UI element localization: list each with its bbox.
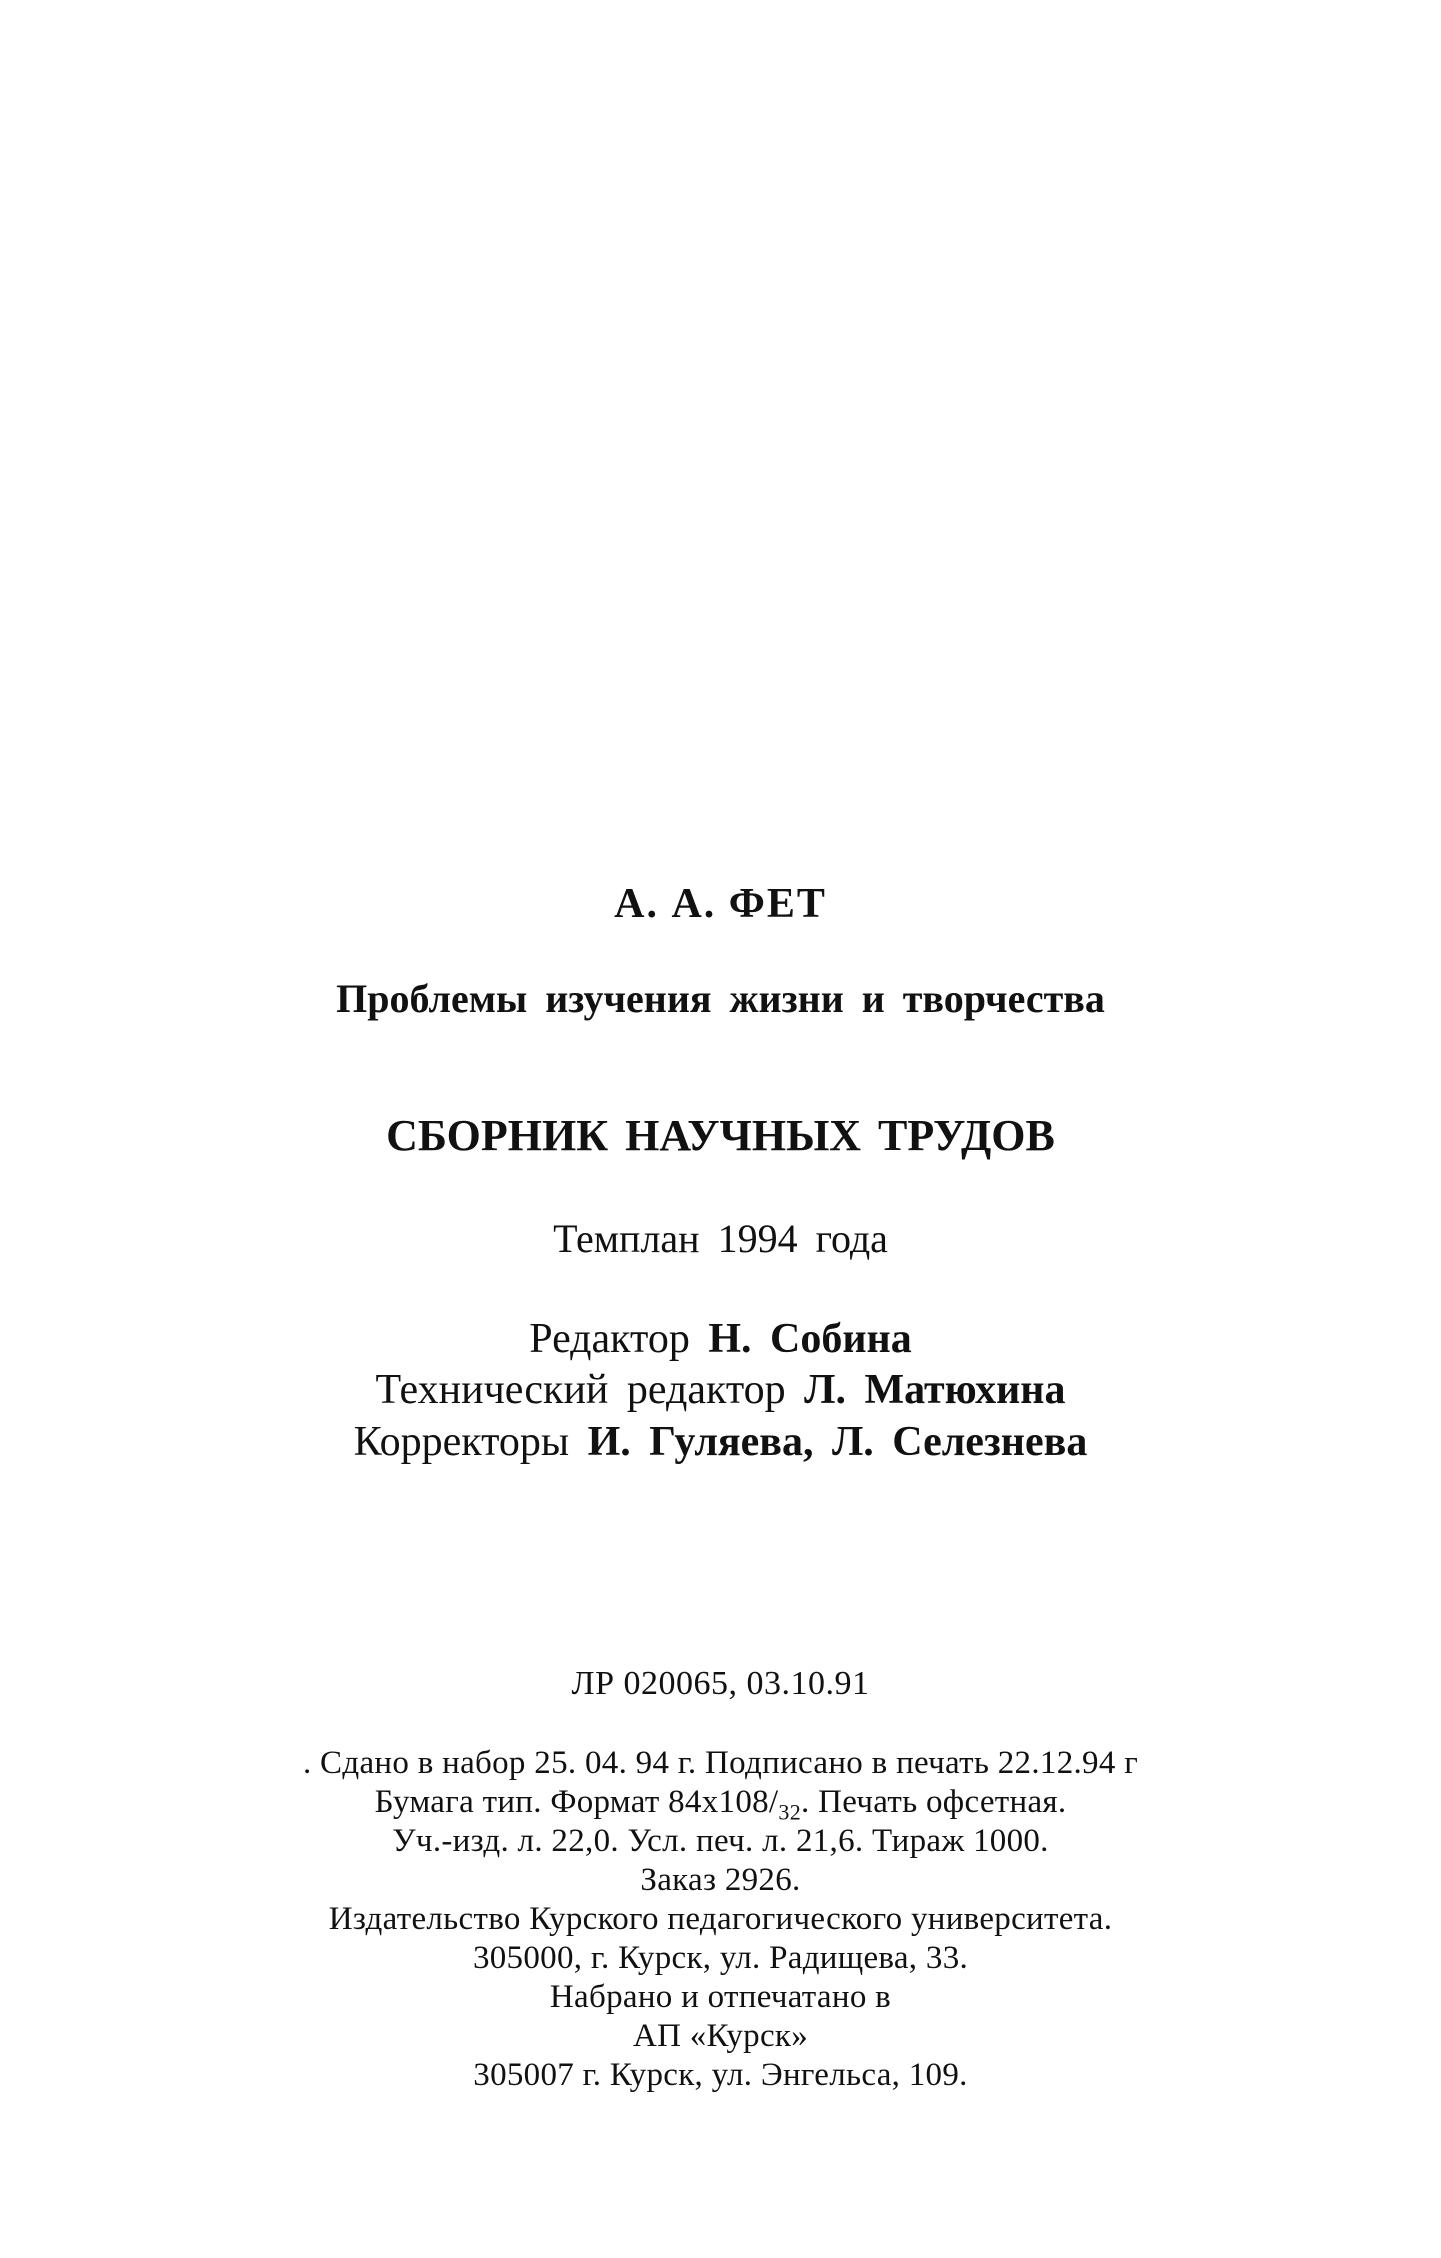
imprint-printed-at: Набрано и отпечатано в: [549, 1979, 892, 2015]
imprint-publisher: Издательство Курского педагогического университета.: [328, 1901, 1113, 1937]
staff-name: Л. Матюхина: [804, 1367, 1066, 1413]
license-number: ЛР 020065, 03.10.91: [571, 1665, 870, 1702]
collection-title: СБОРНИК НАУЧНЫХ ТРУДОВ: [386, 1111, 1055, 1160]
staff-name: И. Гуляева, Л. Селезнева: [587, 1419, 1088, 1465]
imprint-publisher-address: 305000, г. Курск, ул. Радищева, 33.: [472, 1940, 969, 1976]
imprint-sheets-run: Уч.-изд. л. 22,0. Усл. печ. л. 21,6. Тираж 1000.: [392, 1823, 1049, 1859]
templan-line: Темплан 1994 года: [553, 1216, 888, 1261]
author-name: А. А. ФЕТ: [614, 881, 827, 927]
imprint-dates: . Сдано в набор 25. 04. 94 г. Подписано в печать 22.12.94 г: [302, 1745, 1139, 1781]
imprint-format-subscript: 32: [778, 1799, 802, 1825]
imprint-format-text: Бумага тип. Формат 84x108/: [374, 1784, 779, 1820]
staff-proofreaders: [0, 1418, 1441, 1466]
staff-editor: [0, 1315, 1441, 1363]
staff-tech-editor: [0, 1366, 1441, 1414]
staff-name: Н. Собина: [708, 1316, 912, 1362]
staff-role: Технический редактор: [375, 1367, 786, 1413]
imprint-printer-address: 305007 г. Курск, ул. Энгельса, 109.: [473, 2057, 968, 2093]
staff-role: Редактор: [529, 1316, 690, 1362]
imprint-order: Заказ 2926.: [640, 1862, 801, 1898]
imprint-printer-name: АП «Курск»: [632, 2018, 809, 2054]
book-subtitle: Проблемы изучения жизни и творчества: [336, 976, 1105, 1021]
imprint-paper-format: [0, 1784, 1441, 1826]
staff-role: Корректоры: [353, 1419, 570, 1465]
imprint-print-type: . Печать офсетная.: [801, 1784, 1067, 1820]
